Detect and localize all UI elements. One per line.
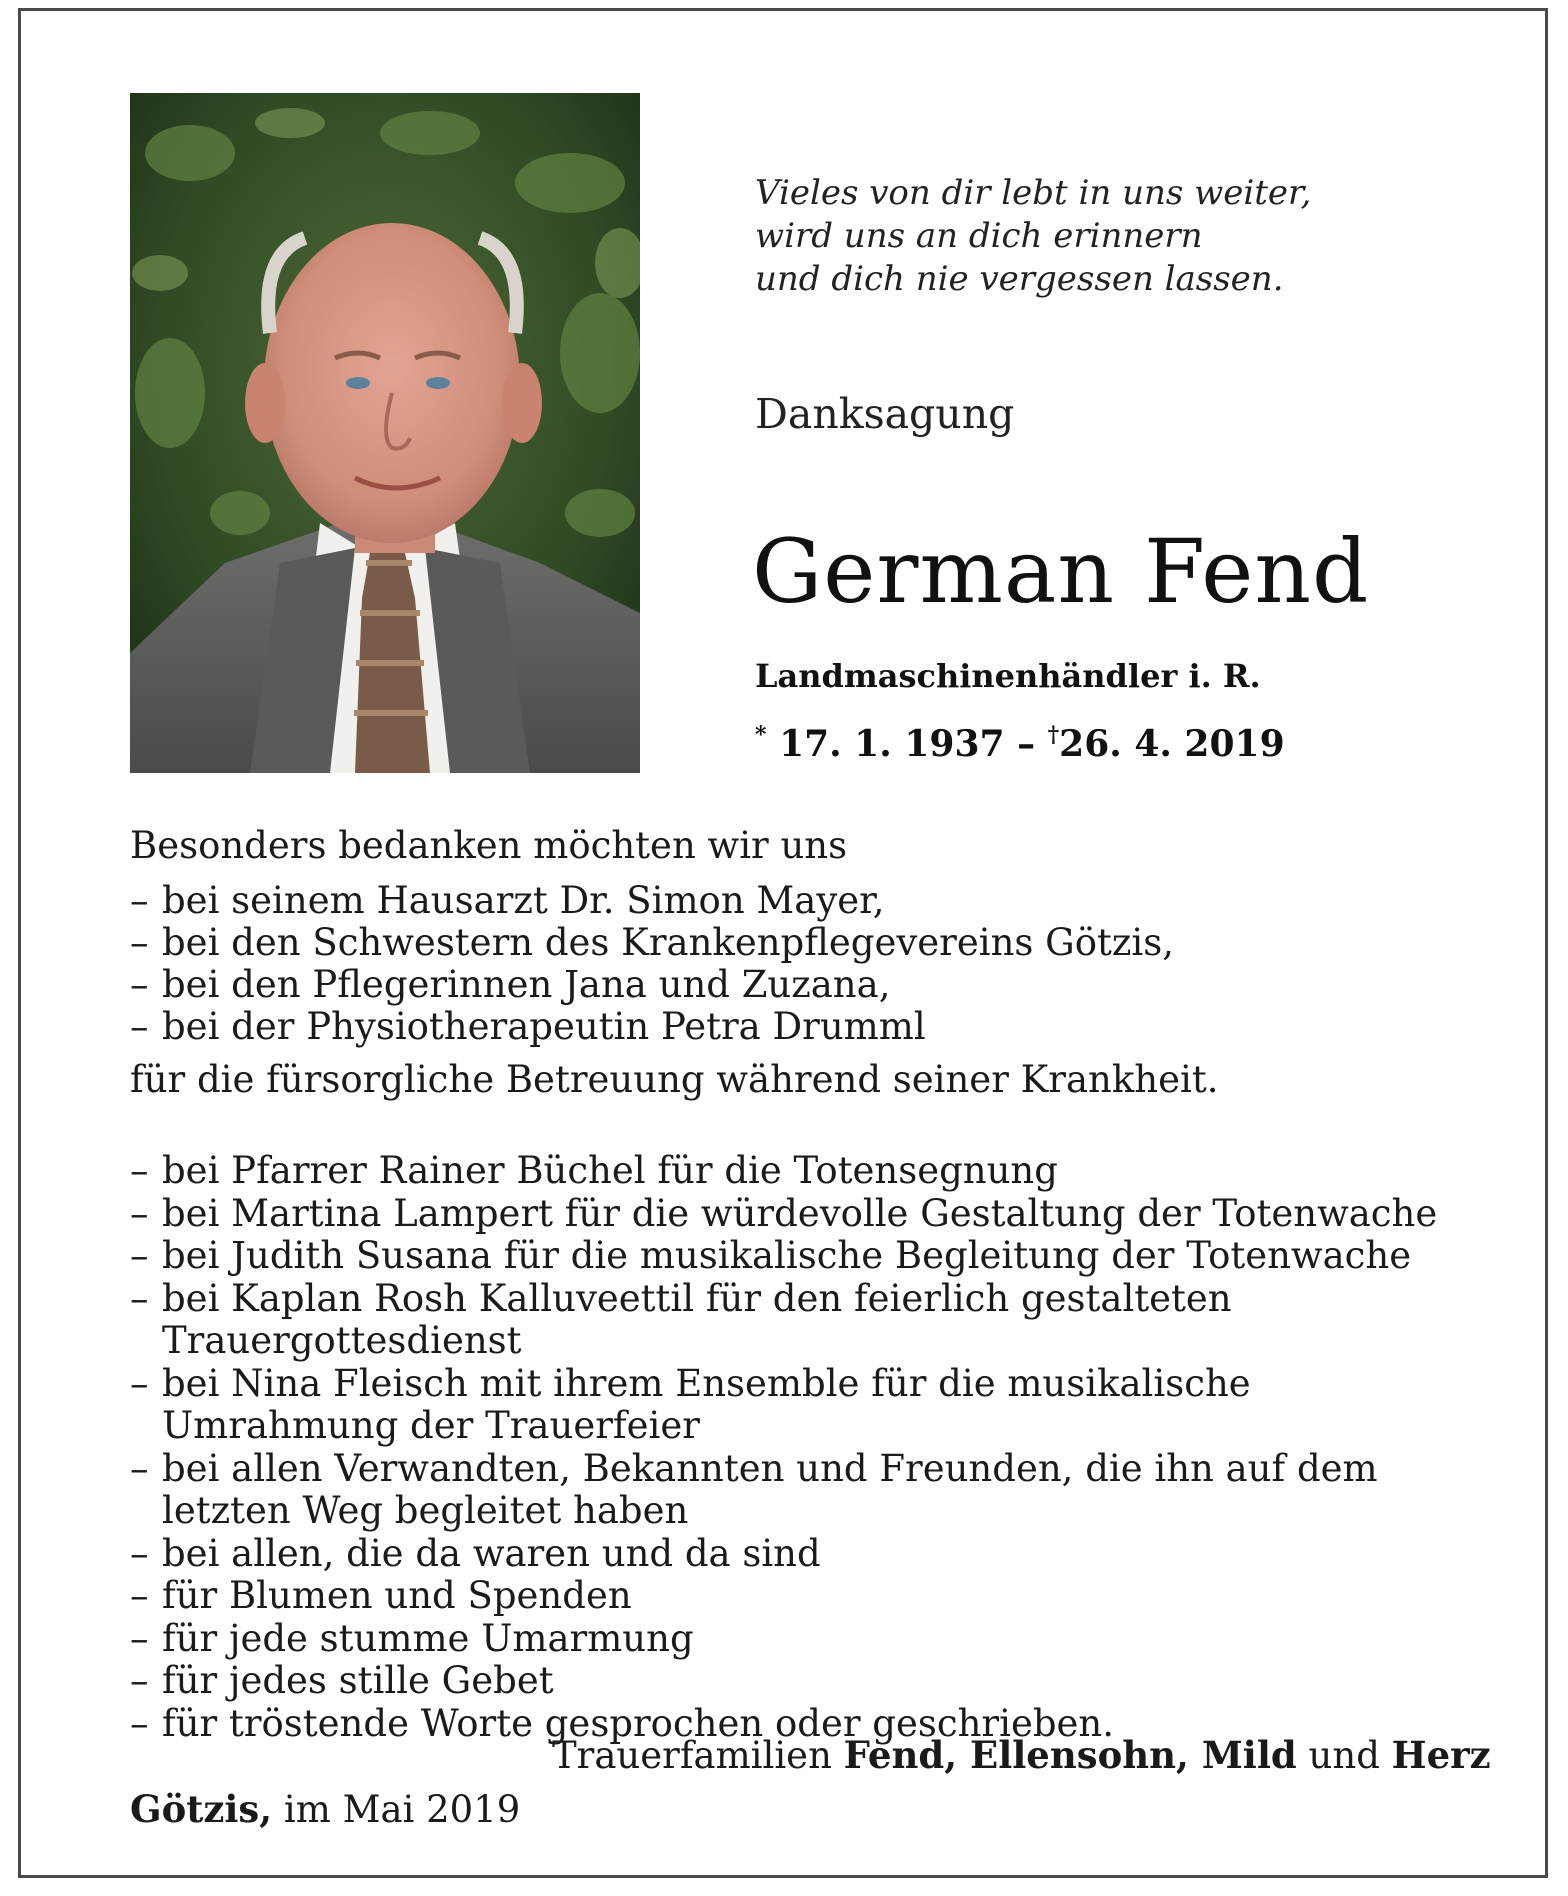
list-item: – für tröstende Worte gesprochen oder geschrieben. — [130, 1703, 1450, 1746]
heading-danksagung: Danksagung — [755, 390, 1015, 438]
list-item: – für Blumen und Spenden — [130, 1575, 1450, 1618]
funeral-thanks-list — [130, 1150, 1450, 1745]
list-item: – bei der Physiotherapeutin Petra Drumml — [130, 1006, 1450, 1048]
list-item: – für jedes stille Gebet — [130, 1660, 1450, 1703]
town: Götzis, — [130, 1787, 273, 1831]
list-item: – für jede stumme Umarmung — [130, 1618, 1450, 1661]
list-item: – bei Kaplan Rosh Kalluveettil für den feierlich gestalteten Trauergottesdienst — [130, 1278, 1450, 1363]
deceased-name: German Fend — [752, 520, 1370, 623]
life-dates — [755, 722, 1285, 765]
list-item: – bei allen, die da waren und da sind — [130, 1533, 1450, 1576]
deceased-profession: Landmaschinenhändler i. R. — [755, 657, 1261, 695]
date-separator: – — [1017, 723, 1036, 765]
thanks-body — [130, 824, 1450, 1745]
family-names: Fend, Ellensohn, Mild — [843, 1733, 1297, 1777]
birth-symbol: * — [755, 722, 767, 748]
families-prefix: Trauerfamilien — [552, 1734, 832, 1777]
list-item: – bei seinem Hausarzt Dr. Simon Mayer, — [130, 880, 1450, 922]
birth-date: 17. 1. 1937 — [779, 723, 1005, 765]
list-item: – bei Judith Susana für die musikalische Begleitung der Totenwache — [130, 1235, 1450, 1278]
portrait-photo — [130, 93, 640, 773]
list-item: – bei Pfarrer Rainer Büchel für die Totensegnung — [130, 1150, 1450, 1193]
list-item: – bei Martina Lampert für die würdevolle Gestaltung der Totenwache — [130, 1193, 1450, 1236]
family-name-last: Herz — [1391, 1733, 1491, 1777]
mourning-families — [552, 1733, 1491, 1777]
care-thanks-list — [130, 880, 1450, 1048]
death-date: 26. 4. 2019 — [1059, 723, 1285, 765]
quote-line: und dich nie vergessen lassen. — [755, 259, 1284, 299]
list-item: – bei den Pflegerinnen Jana und Zuzana, — [130, 964, 1450, 1006]
list-item: – bei Nina Fleisch mit ihrem Ensemble für die musikalische Umrahmung der Trauerfeier — [130, 1363, 1450, 1448]
care-sentence: für die fürsorgliche Betreuung während seiner Krankheit. — [130, 1058, 1219, 1101]
quote-line: Vieles von dir lebt in uns weiter, — [755, 173, 1312, 213]
portrait-image — [130, 93, 640, 773]
date: im Mai 2019 — [283, 1788, 521, 1831]
death-symbol: † — [1047, 722, 1060, 748]
thanks-intro: Besonders bedanken möchten wir uns — [130, 824, 848, 867]
place-and-date — [130, 1787, 520, 1831]
memorial-quote — [755, 172, 1455, 301]
quote-line: wird uns an dich erinnern — [755, 216, 1203, 256]
list-item: – bei den Schwestern des Krankenpflegevereins Götzis, — [130, 922, 1450, 964]
families-connector: und — [1308, 1734, 1380, 1777]
list-item: – bei allen Verwandten, Bekannten und Freunden, die ihn auf dem letzten Weg begleitet haben — [130, 1448, 1450, 1533]
